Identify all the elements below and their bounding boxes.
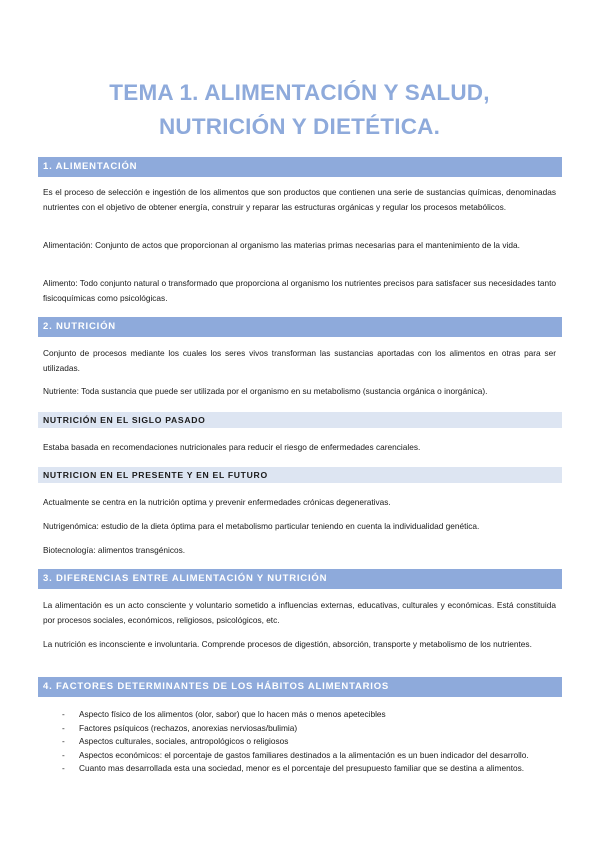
document-title-line-2: NUTRICIÓN Y DIETÉTICA.: [158, 114, 441, 139]
bullet-marker: -: [62, 736, 65, 746]
list-item-text: Factores psíquicos (rechazos, anorexias nerviosas/bulimia): [79, 722, 298, 733]
section-heading-diferencias: 3. DIFERENCIAS ENTRE ALIMENTACIÓN Y NUTRICIÓN: [38, 569, 562, 589]
paragraph-nutricion-inconsciente: La nutrición es inconsciente e involuntaria. Comprende procesos de digestión, absorción, transporte y metabolismo de los nutrientes.: [43, 639, 532, 649]
paragraph-biotecnologia: Biotecnología: alimentos transgénicos.: [43, 545, 186, 555]
list-item-text: Aspectos económicos: el porcentaje de gastos familiares destinados a la alimentación es un buen indicador del desarrollo.: [79, 749, 529, 760]
bullet-marker: -: [62, 749, 65, 760]
document-title-line-1: TEMA 1. ALIMENTACIÓN Y SALUD,: [109, 80, 490, 105]
list-item: [62, 762, 556, 776]
list-item: [62, 708, 556, 722]
paragraph-nutrigenomica: Nutrigenómica: estudio de la dieta óptima para el metabolismo particular teniendo en cuenta la individualidad genética.: [43, 521, 480, 531]
section-heading-alimentacion: 1. ALIMENTACIÓN: [38, 157, 562, 177]
bullet-marker: -: [62, 722, 65, 733]
paragraph-alimentacion-definition: Es el proceso de selección e ingestión de los alimentos que son productos que contienen una serie de sustancias químicas, denominadas nutrientes con el objetivo de obtener energía, construir y reparar las estructuras orgánicas y regular los procesos metabólicos.: [43, 187, 556, 212]
bullet-marker: -: [62, 709, 65, 719]
paragraph-alimentacion-consciente: La alimentación es un acto consciente y voluntario sometido a influencias externas, educativas, culturales y económicas. Está constituida por procesos sociales, económicos, religiosos, psicológicos, etc.: [43, 600, 556, 625]
section-heading-factores: 4. FACTORES DETERMINANTES DE LOS HÁBITOS ALIMENTARIOS: [38, 677, 562, 697]
section-heading-nutricion: 2. NUTRICIÓN: [38, 317, 562, 337]
list-item-text: Aspectos culturales, sociales, antropológicos o religiosos: [79, 736, 289, 746]
list-item-text: Aspecto físico de los alimentos (olor, sabor) que lo hacen más o menos apetecibles: [79, 709, 386, 719]
list-item: [62, 735, 556, 749]
subsection-heading-siglo-pasado: NUTRICIÓN EN EL SIGLO PASADO: [38, 412, 562, 428]
paragraph-siglo-pasado: Estaba basada en recomendaciones nutricionales para reducir el riesgo de enfermedades carenciales.: [43, 442, 421, 452]
list-item: [62, 722, 556, 736]
paragraph-nutriente-definition: Nutriente: Toda sustancia que puede ser utilizada por el organismo en su metabolismo (sustancia orgánica o inorgánica).: [43, 386, 488, 396]
list-item-text: Cuanto mas desarrollada esta una sociedad, menor es el porcentaje del presupuesto familiar que se destina a alimentos.: [79, 763, 525, 773]
paragraph-alimento-concept: Alimento: Todo conjunto natural o transformado que proporciona al organismo los nutrientes precisos para satisfacer sus necesidades tanto fisicoquímicas como psicológicas.: [43, 278, 556, 303]
bullet-marker: -: [62, 763, 65, 773]
list-item: [62, 749, 556, 763]
factores-bullet-list: [62, 708, 556, 776]
paragraph-alimentacion-concept: Alimentación: Conjunto de actos que proporcionan al organismo las materias primas necesarias para el mantenimiento de la vida.: [43, 240, 520, 250]
subsection-heading-presente-futuro: NUTRICION EN EL PRESENTE Y EN EL FUTURO: [38, 467, 562, 483]
paragraph-presente: Actualmente se centra en la nutrición optima y prevenir enfermedades crónicas degenerativas.: [43, 497, 391, 507]
paragraph-nutricion-definition: Conjunto de procesos mediante los cuales los seres vivos transforman las sustancias aportadas con los alimentos en otras para ser utilizadas.: [43, 348, 556, 373]
